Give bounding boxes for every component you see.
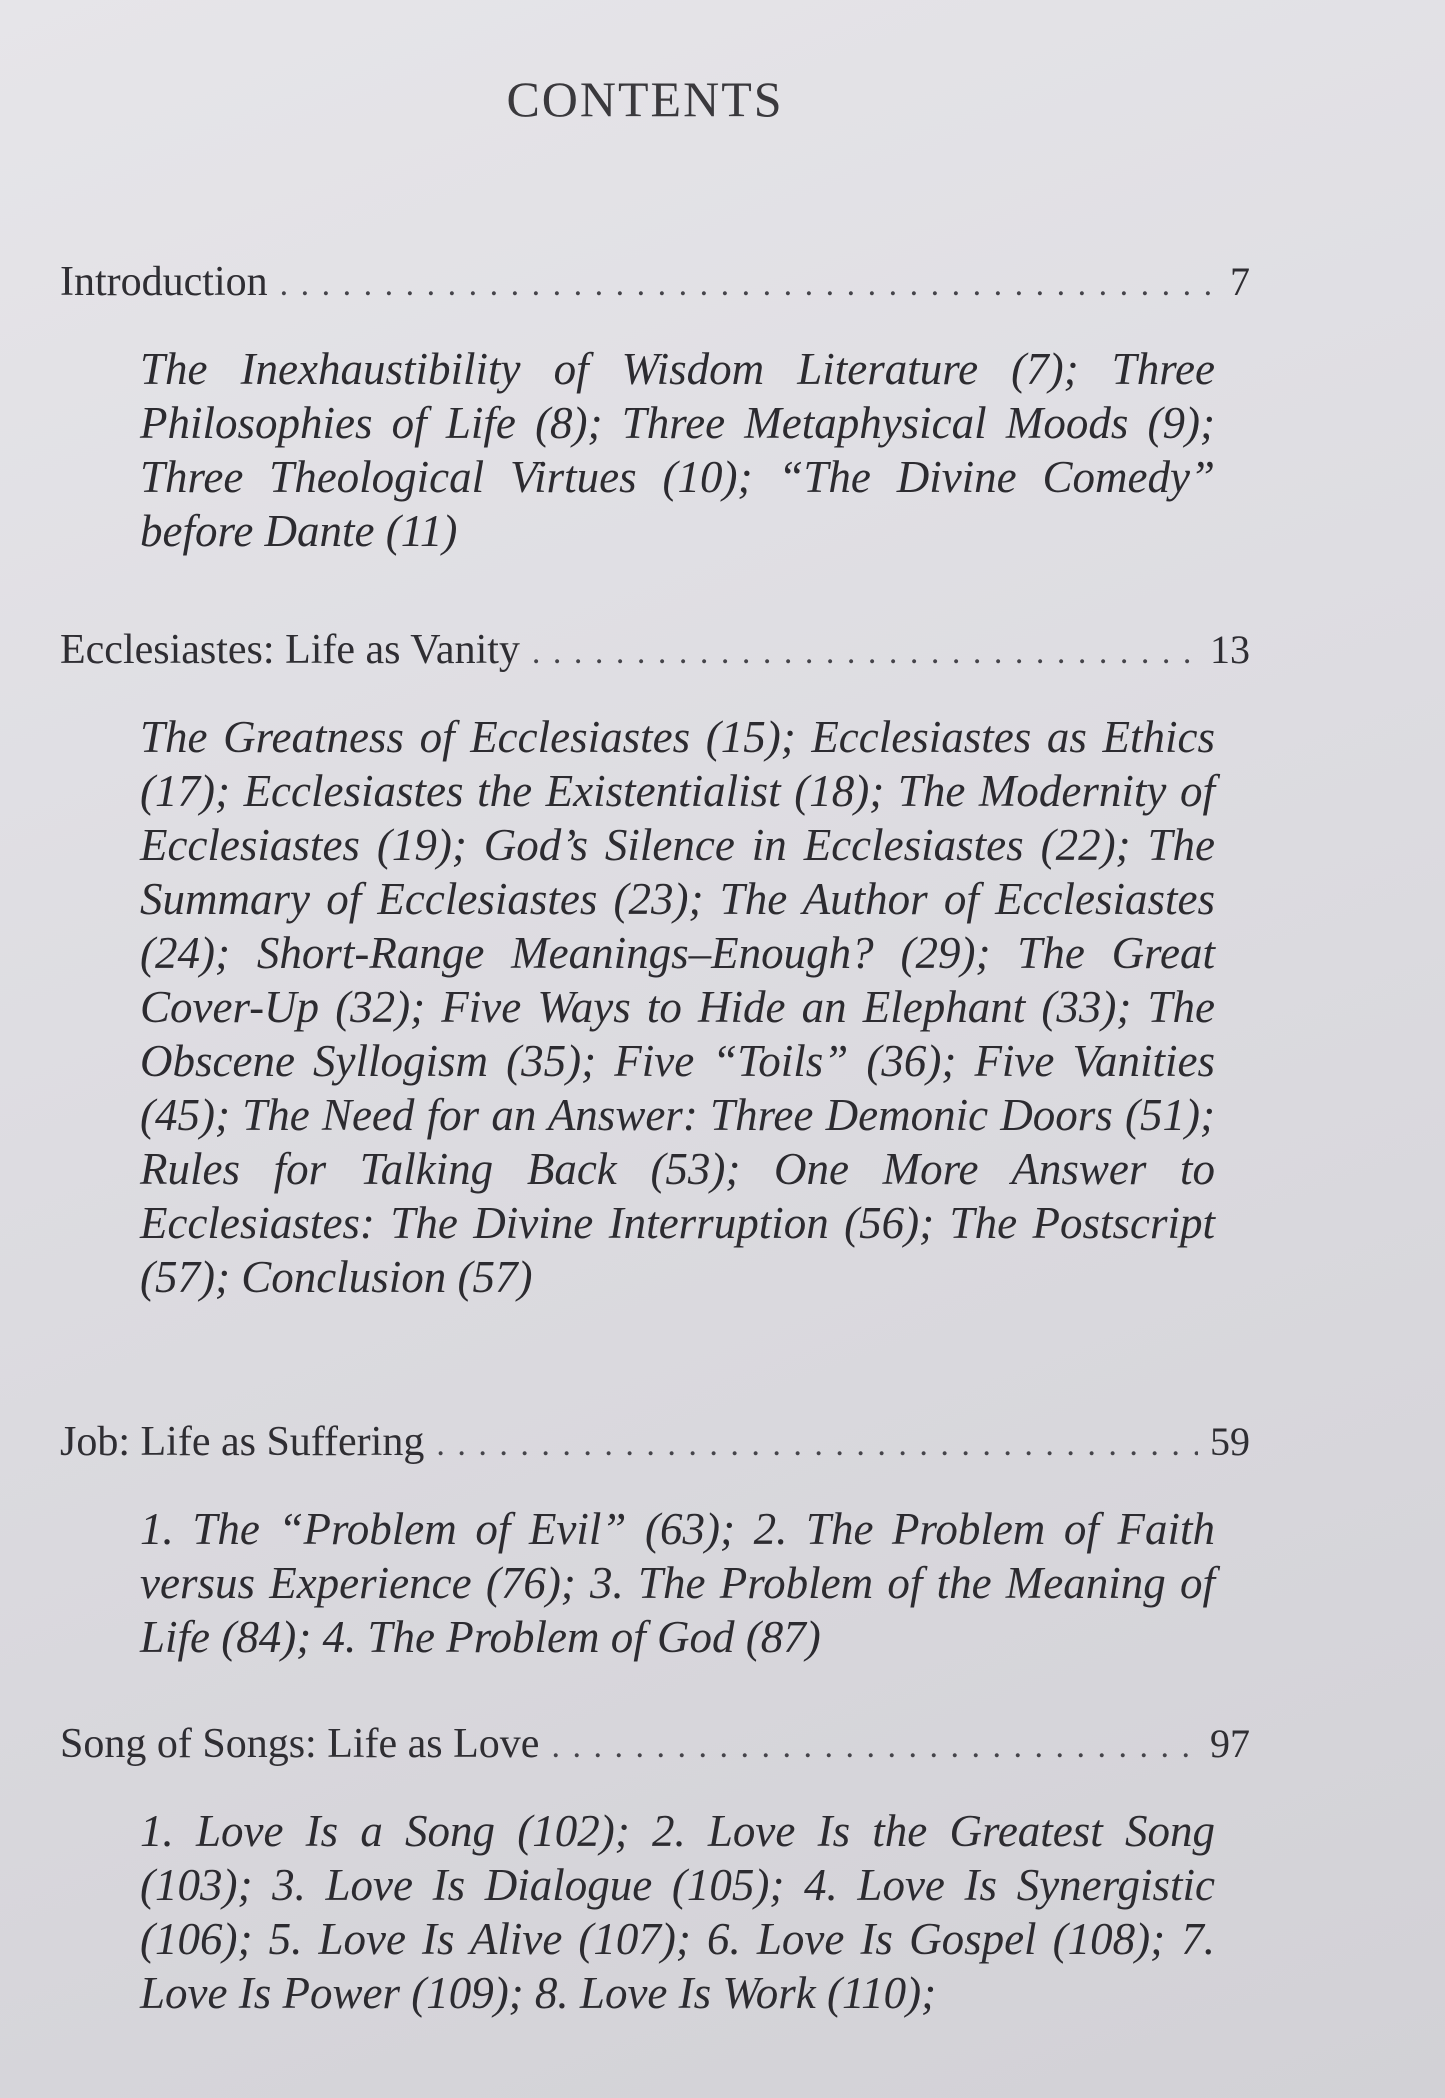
toc-page-number: 7	[1230, 259, 1250, 304]
toc-heading: Song of Songs: Life as Love	[60, 1721, 540, 1767]
toc-heading-row	[60, 1720, 1250, 1768]
toc-heading-row	[60, 258, 1250, 306]
toc-page-number: 13	[1210, 627, 1250, 672]
dot-leader	[551, 1728, 1198, 1766]
toc-entry-song-of-songs	[60, 1720, 1250, 2020]
toc-entry-job	[60, 1418, 1250, 1664]
toc-entry-introduction	[60, 258, 1250, 558]
dot-leader	[436, 1426, 1198, 1464]
toc-heading: Ecclesiastes: Life as Vanity	[60, 627, 520, 673]
toc-heading: Job: Life as Suffering	[60, 1419, 425, 1465]
toc-page-number: 59	[1210, 1419, 1250, 1464]
toc-subsections: 1. Love Is a Song (102); 2. Love Is the Greatest Song (103); 3. Love Is Dialogue (105); 4. Love Is Synergistic (106); 5. Love Is Alive (107); 6. Love Is Gospel (108); 7. Love Is Power (109); 8. Love Is Work (110);	[140, 1806, 1215, 2018]
toc-subsections: 1. The “Problem of Evil” (63); 2. The Problem of Faith versus Experience (76); 3. The Problem of the Meaning of Life (84); 4. The Problem of God (87)	[140, 1504, 1215, 1662]
toc-subsections: The Greatness of Ecclesiastes (15); Ecclesiastes as Ethics (17); Ecclesiastes the Existentialist (18); The Modernity of Ecclesiastes (19); God’s Silence in Ecclesiastes (22); The Summary of Ecclesiastes (23); The Author of Ecclesiastes (24); Short-Range Meanings–Enough? (29); The Great Cover-Up (32); Five Ways to Hide an Elephant (33); The Obscene Syllogism (35); Five “Toils” (36); Five Vanities (45); The Need for an Answer: Three Demonic Doors (51); Rules for Talking Back (53); One More Answer to Ecclesiastes: The Divine Interruption (56); The Postscript (57); Conclusion (57)	[140, 712, 1215, 1302]
toc-heading: Introduction	[60, 259, 268, 305]
dot-leader	[532, 634, 1198, 672]
toc-subsections: The Inexhaustibility of Wisdom Literature (7); Three Philosophies of Life (8); Three Metaphysical Moods (9); Three Theological Virtues (10); “The Divine Comedy” before Dante (11)	[140, 344, 1215, 556]
dot-leader	[280, 266, 1218, 304]
toc-heading-row	[60, 626, 1250, 674]
toc-heading-row	[60, 1418, 1250, 1466]
page-title: CONTENTS	[506, 71, 784, 127]
toc-page-number: 97	[1210, 1721, 1250, 1766]
toc-entry-ecclesiastes	[60, 626, 1250, 1304]
